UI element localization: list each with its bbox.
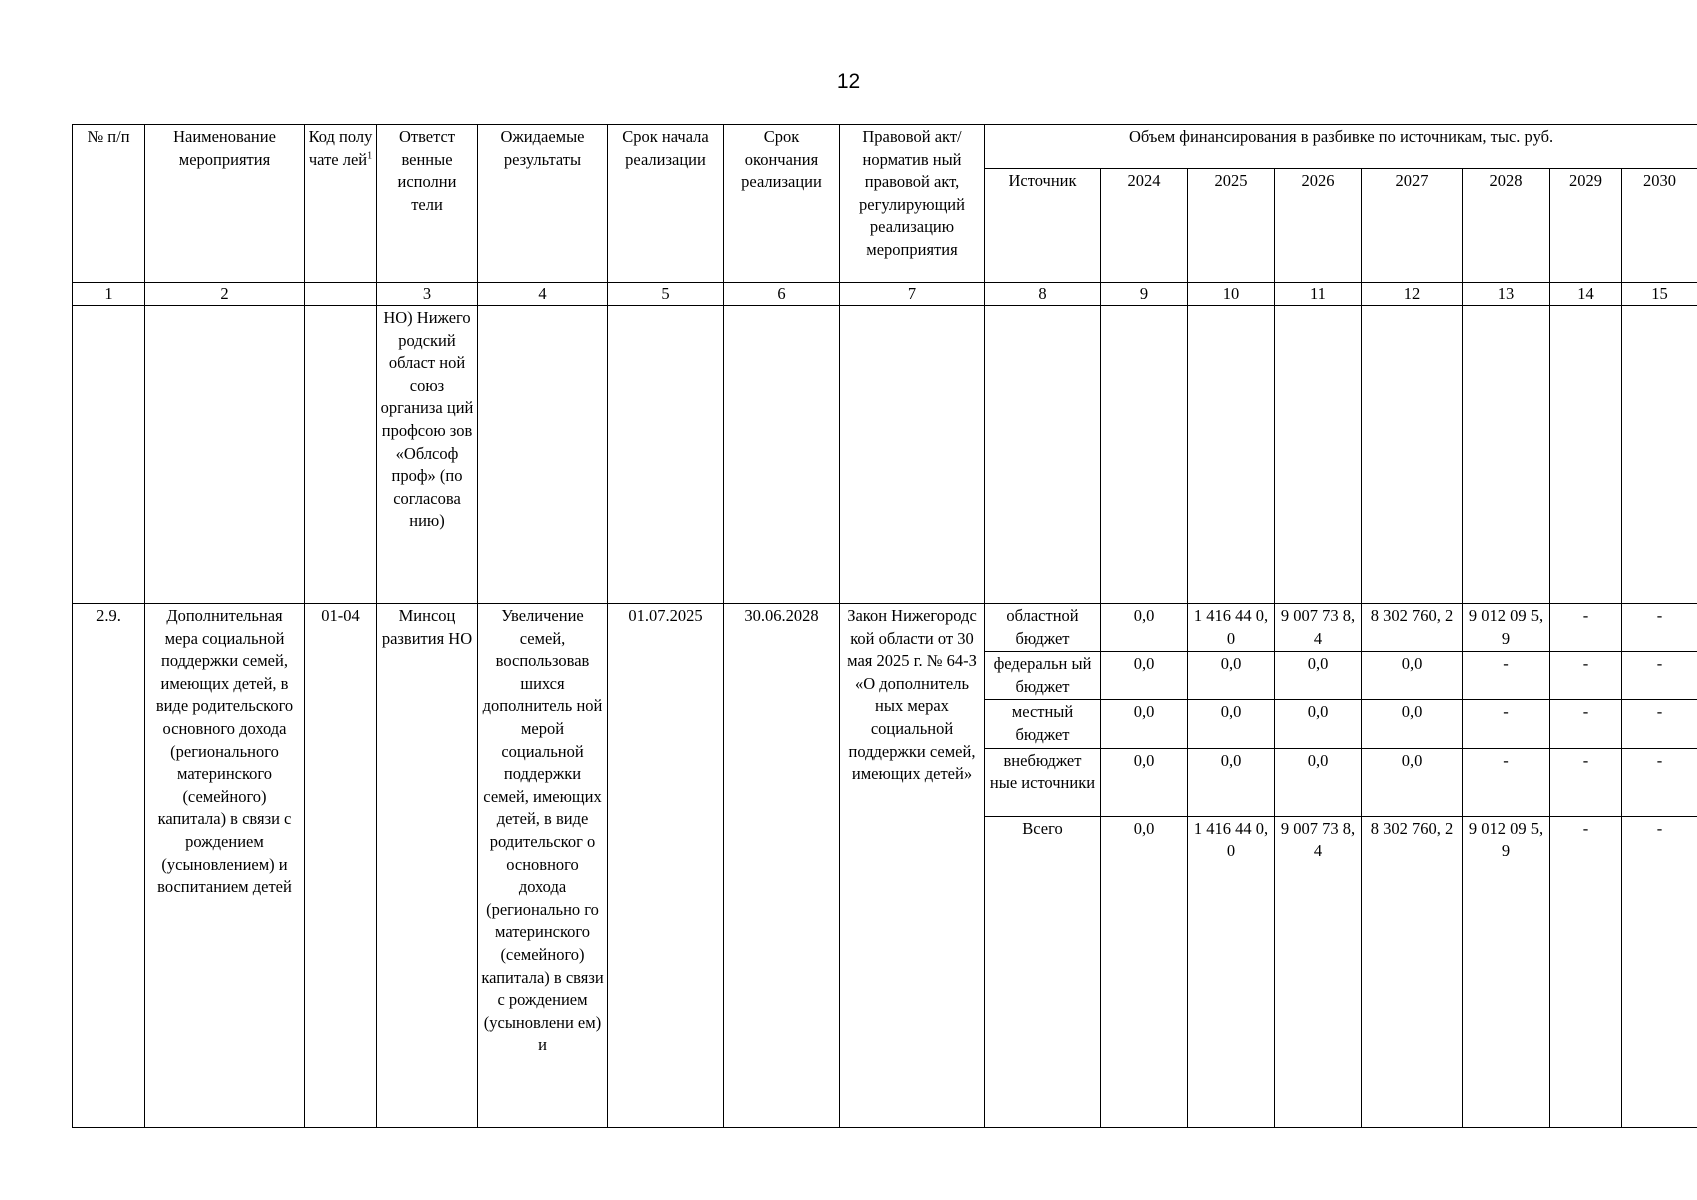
funding-value: - <box>1622 700 1697 748</box>
funding-value: 0,0 <box>1101 652 1188 700</box>
column-number: 14 <box>1550 283 1622 306</box>
column-number: 10 <box>1188 283 1275 306</box>
funding-value: 8 302 760, 2 <box>1362 816 1463 1127</box>
funding-value: - <box>1622 604 1697 652</box>
funding-value: 0,0 <box>1101 748 1188 816</box>
header-year: 2024 <box>1101 169 1188 283</box>
funding-value: - <box>1622 652 1697 700</box>
header-year: 2025 <box>1188 169 1275 283</box>
funding-source: федеральн ый бюджет <box>985 652 1101 700</box>
funding-value: - <box>1622 816 1697 1127</box>
header-row <box>73 125 1697 169</box>
header-legal: Правовой акт/норматив ный правовой акт, регулирующий реализацию мероприятия <box>840 125 985 283</box>
header-start: Срок начала реализации <box>608 125 724 283</box>
header-source: Источник <box>985 169 1101 283</box>
funding-value: 9 007 73 8,4 <box>1275 816 1362 1127</box>
funding-value: 1 416 44 0,0 <box>1188 604 1275 652</box>
funding-source: Всего <box>985 816 1101 1127</box>
header-num: № п/п <box>73 125 145 283</box>
header-responsible: Ответст венные исполни тели <box>377 125 478 283</box>
funding-source: областной бюджет <box>985 604 1101 652</box>
funding-value: 0,0 <box>1362 748 1463 816</box>
column-number: 8 <box>985 283 1101 306</box>
funding-value: 0,0 <box>1362 700 1463 748</box>
funding-value: - <box>1550 604 1622 652</box>
funding-value: 0,0 <box>1101 604 1188 652</box>
funding-source: местный бюджет <box>985 700 1101 748</box>
funding-value: - <box>1550 652 1622 700</box>
header-year: 2029 <box>1550 169 1622 283</box>
funding-value: 0,0 <box>1188 652 1275 700</box>
item-expected: Увеличение семей, воспользовав шихся дополнитель ной мерой социальной поддержки семей, имеющих детей, в виде родительског о основного дохода (регионально го материнского (семейного) капитала) в связи с рождением (усыновлени ем) и <box>478 604 608 1128</box>
item-name: Дополнительная мера социальной поддержки семей, имеющих детей, в виде родительского основного дохода (регионального материнского (семейного) капитала) в связи с рождением (усыновлением) и воспитанием детей <box>145 604 305 1128</box>
header-end: Срок окончания реализации <box>724 125 840 283</box>
column-number: 2 <box>145 283 305 306</box>
column-number: 4 <box>478 283 608 306</box>
funding-value: 0,0 <box>1362 652 1463 700</box>
funding-value: 9 012 09 5,9 <box>1463 604 1550 652</box>
header-name: Наименование мероприятия <box>145 125 305 283</box>
funding-value: 8 302 760, 2 <box>1362 604 1463 652</box>
column-number: 15 <box>1622 283 1697 306</box>
item-row <box>73 604 1697 652</box>
funding-value: 0,0 <box>1275 748 1362 816</box>
funding-value: 0,0 <box>1188 748 1275 816</box>
funding-value: - <box>1550 816 1622 1127</box>
page-number: 12 <box>836 70 861 93</box>
continuation-responsible: НО) Нижего родский област ной союз организа ций профсою зов «Облсоф проф» (по согласова нию) <box>377 306 478 604</box>
item-end: 30.06.2028 <box>724 604 840 1128</box>
column-number: 7 <box>840 283 985 306</box>
funding-value: 1 416 44 0,0 <box>1188 816 1275 1127</box>
funding-value: 0,0 <box>1188 700 1275 748</box>
funding-value: 0,0 <box>1101 700 1188 748</box>
funding-value: - <box>1463 700 1550 748</box>
continuation-row <box>73 306 1697 604</box>
header-expected: Ожидаемые результаты <box>478 125 608 283</box>
column-number: 11 <box>1275 283 1362 306</box>
column-number: 13 <box>1463 283 1550 306</box>
funding-value: 0,0 <box>1101 816 1188 1127</box>
funding-value: 9 007 73 8,4 <box>1275 604 1362 652</box>
item-start: 01.07.2025 <box>608 604 724 1128</box>
funding-value: - <box>1550 700 1622 748</box>
header-year: 2030 <box>1622 169 1697 283</box>
column-number: 9 <box>1101 283 1188 306</box>
funding-value: 9 012 09 5,9 <box>1463 816 1550 1127</box>
funding-value: 0,0 <box>1275 652 1362 700</box>
item-code: 01-04 <box>305 604 377 1128</box>
column-number-row <box>73 283 1697 306</box>
item-legal: Закон Нижегородс кой области от 30 мая 2025 г. № 64-З «О дополнитель ных мерах социальной поддержки семей, имеющих детей» <box>840 604 985 1128</box>
item-number: 2.9. <box>73 604 145 1128</box>
header-code: Код полу чате лей$^1$ <box>305 125 377 283</box>
funding-value: - <box>1622 748 1697 816</box>
column-number: 6 <box>724 283 840 306</box>
column-number: 5 <box>608 283 724 306</box>
header-year: 2027 <box>1362 169 1463 283</box>
funding-value: - <box>1463 748 1550 816</box>
funding-value: - <box>1550 748 1622 816</box>
header-funding: Объем финансирования в разбивке по источникам, тыс. руб. <box>985 125 1697 169</box>
funding-value: 0,0 <box>1275 700 1362 748</box>
column-number: 1 <box>73 283 145 306</box>
funding-value: - <box>1463 652 1550 700</box>
program-activities-table <box>72 124 1697 1128</box>
funding-source: внебюджет ные источники <box>985 748 1101 816</box>
header-year: 2028 <box>1463 169 1550 283</box>
column-number: 12 <box>1362 283 1463 306</box>
column-number: 3 <box>377 283 478 306</box>
column-number <box>305 283 377 306</box>
header-year: 2026 <box>1275 169 1362 283</box>
item-responsible: Минсоц развития НО <box>377 604 478 1128</box>
